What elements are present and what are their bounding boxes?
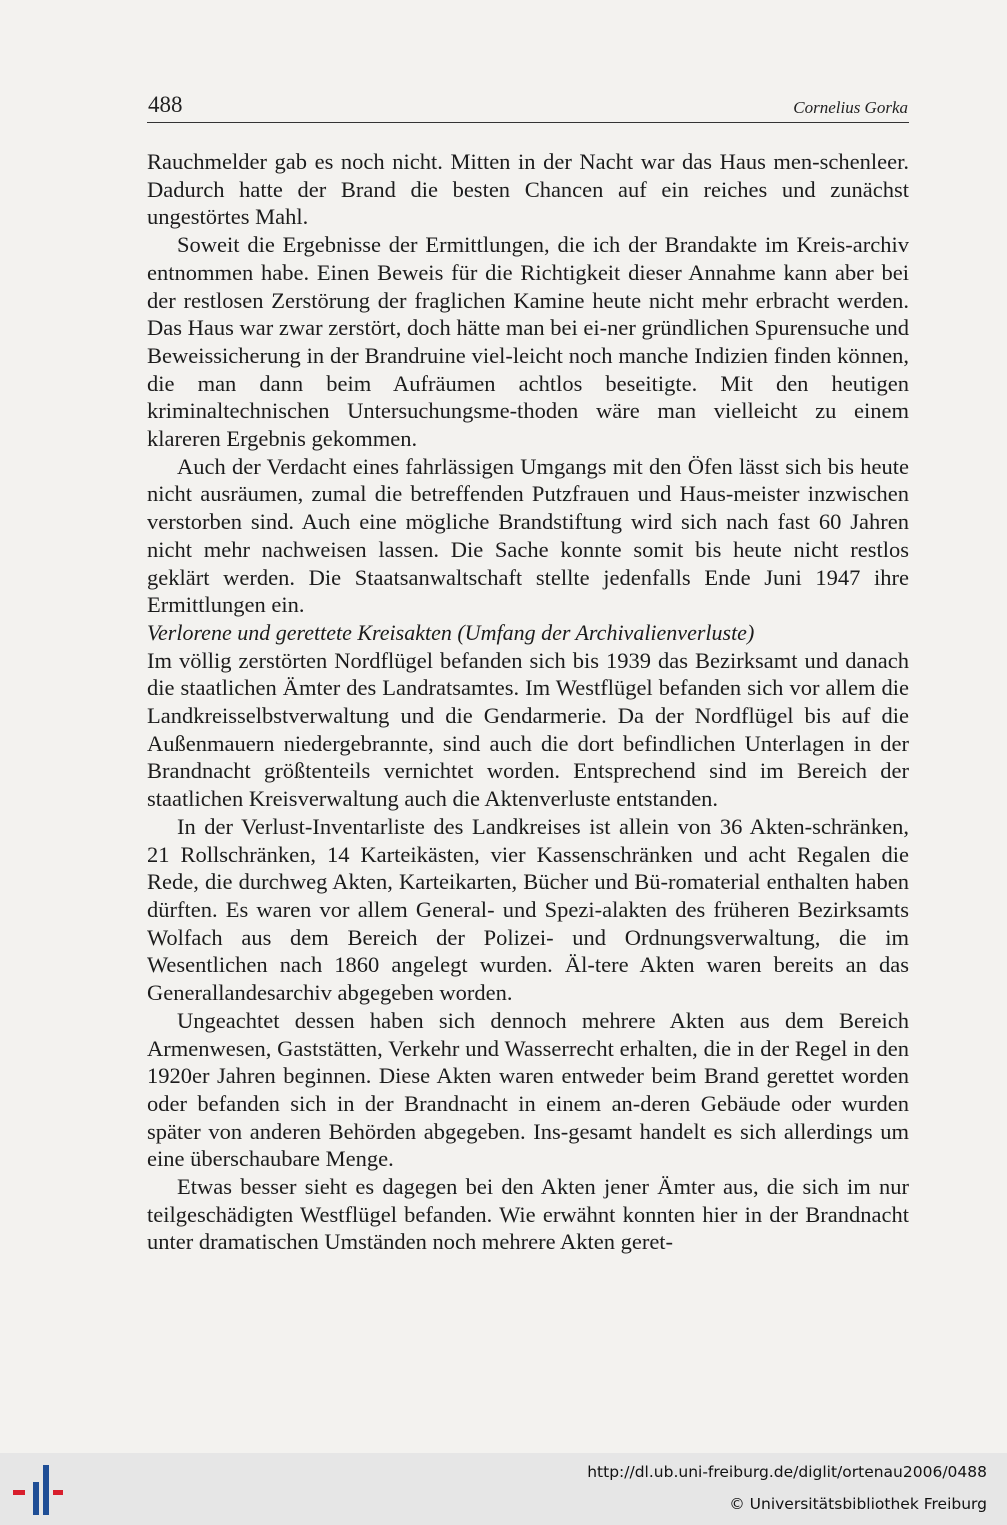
copyright-notice: © Universitätsbibliothek Freiburg: [729, 1495, 987, 1513]
paragraph: In der Verlust-Inventarliste des Landkreises ist allein von 36 Akten-schränken, 21 Rollschränken, 14 Karteikästen, vier Kassenschränken und acht Regalen die Rede, die durchweg Akten, Karteikarten, Bücher und Bü-romaterial enthalten haben dürften. Es waren vor allem General- und Spezi-alakten des früheren Bezirksamts Wolfach aus dem Bereich der Polizei- und Ordnungsverwaltung, die im Wesentlichen nach 1860 angelegt wurden. Äl-tere Akten waren bereits an das Generallandesarchiv abgegeben worden.: [147, 813, 909, 1006]
header-rule: [147, 122, 909, 123]
section-heading: Verlorene und gerettete Kreisakten (Umfang der Archivalienverluste): [147, 619, 755, 645]
source-url[interactable]: http://dl.ub.uni-freiburg.de/diglit/ortenau2006/0488: [587, 1463, 987, 1481]
paragraph: Soweit die Ergebnisse der Ermittlungen, die ich der Brandakte im Kreis-archiv entnommen habe. Einen Beweis für die Richtigkeit dieser Annahme kann aber bei der restlosen Zerstörung der fraglichen Kamine heute nicht mehr erbracht werden. Das Haus war zwar zerstört, doch hätte man bei ei-ner gründlichen Spurensuche und Beweissicherung in der Brandruine viel-leicht noch manche Indizien finden können, die man dann beim Aufräumen achtlos beseitigte. Mit den heutigen kriminaltechnischen Untersuchungsme-thoden wäre man vielleicht zu einem klareren Ergebnis gekommen.: [147, 232, 909, 452]
body-text: [147, 148, 909, 1256]
page-number: 488: [148, 92, 183, 117]
paragraph: Im völlig zerstörten Nordflügel befanden sich bis 1939 das Bezirksamt und danach die staatlichen Ämter des Landratsamtes. Im Westflügel befanden sich vor allem die Landkreisselbstverwaltung und die Gendarmerie. Da der Nordflügel bis auf die Außenmauern niedergebrannte, sind auch die dort befindlichen Unterlagen in der Brandnacht größtenteils vernichtet worden. Entsprechend sind im Bereich der staatlichen Kreisverwaltung auch die Aktenverluste entstanden.: [147, 647, 909, 812]
ub-freiburg-logo-icon: [13, 1465, 63, 1515]
paragraph: Ungeachtet dessen haben sich dennoch mehrere Akten aus dem Bereich Armenwesen, Gaststätten, Verkehr und Wasserrecht erhalten, die in der Regel in den 1920er Jahren beginnen. Diese Akten waren entweder beim Brand gerettet worden oder befanden sich in der Brandnacht in einem an-deren Gebäude oder wurden später von anderen Behörden abgegeben. Ins-gesamt handelt es sich allerdings um eine überschaubare Menge.: [147, 1007, 909, 1172]
footer-bar: [0, 1453, 1007, 1525]
paragraph: Rauchmelder gab es noch nicht. Mitten in der Nacht war das Haus men-schenleer. Dadurch hatte der Brand die besten Chancen auf ein reiches und zunächst ungestörtes Mahl.: [147, 149, 909, 230]
running-head-author: Cornelius Gorka: [793, 98, 908, 117]
paragraph: Etwas besser sieht es dagegen bei den Akten jener Ämter aus, die sich im nur teilgeschädigten Westflügel befanden. Wie erwähnt konnten hier in der Brandnacht unter dramatischen Umständen noch mehrere Akten geret-: [147, 1174, 909, 1255]
paragraph: Auch der Verdacht eines fahrlässigen Umgangs mit den Öfen lässt sich bis heute nicht ausräumen, zumal die betreffenden Putzfrauen und Haus-meister inzwischen verstorben sind. Auch eine mögliche Brandstiftung wird sich nach fast 60 Jahren nicht mehr nachweisen lassen. Die Sache konnte somit bis heute nicht restlos geklärt werden. Die Staatsanwaltschaft stellte jedenfalls Ende Juni 1947 ihre Ermittlungen ein.: [147, 453, 909, 618]
